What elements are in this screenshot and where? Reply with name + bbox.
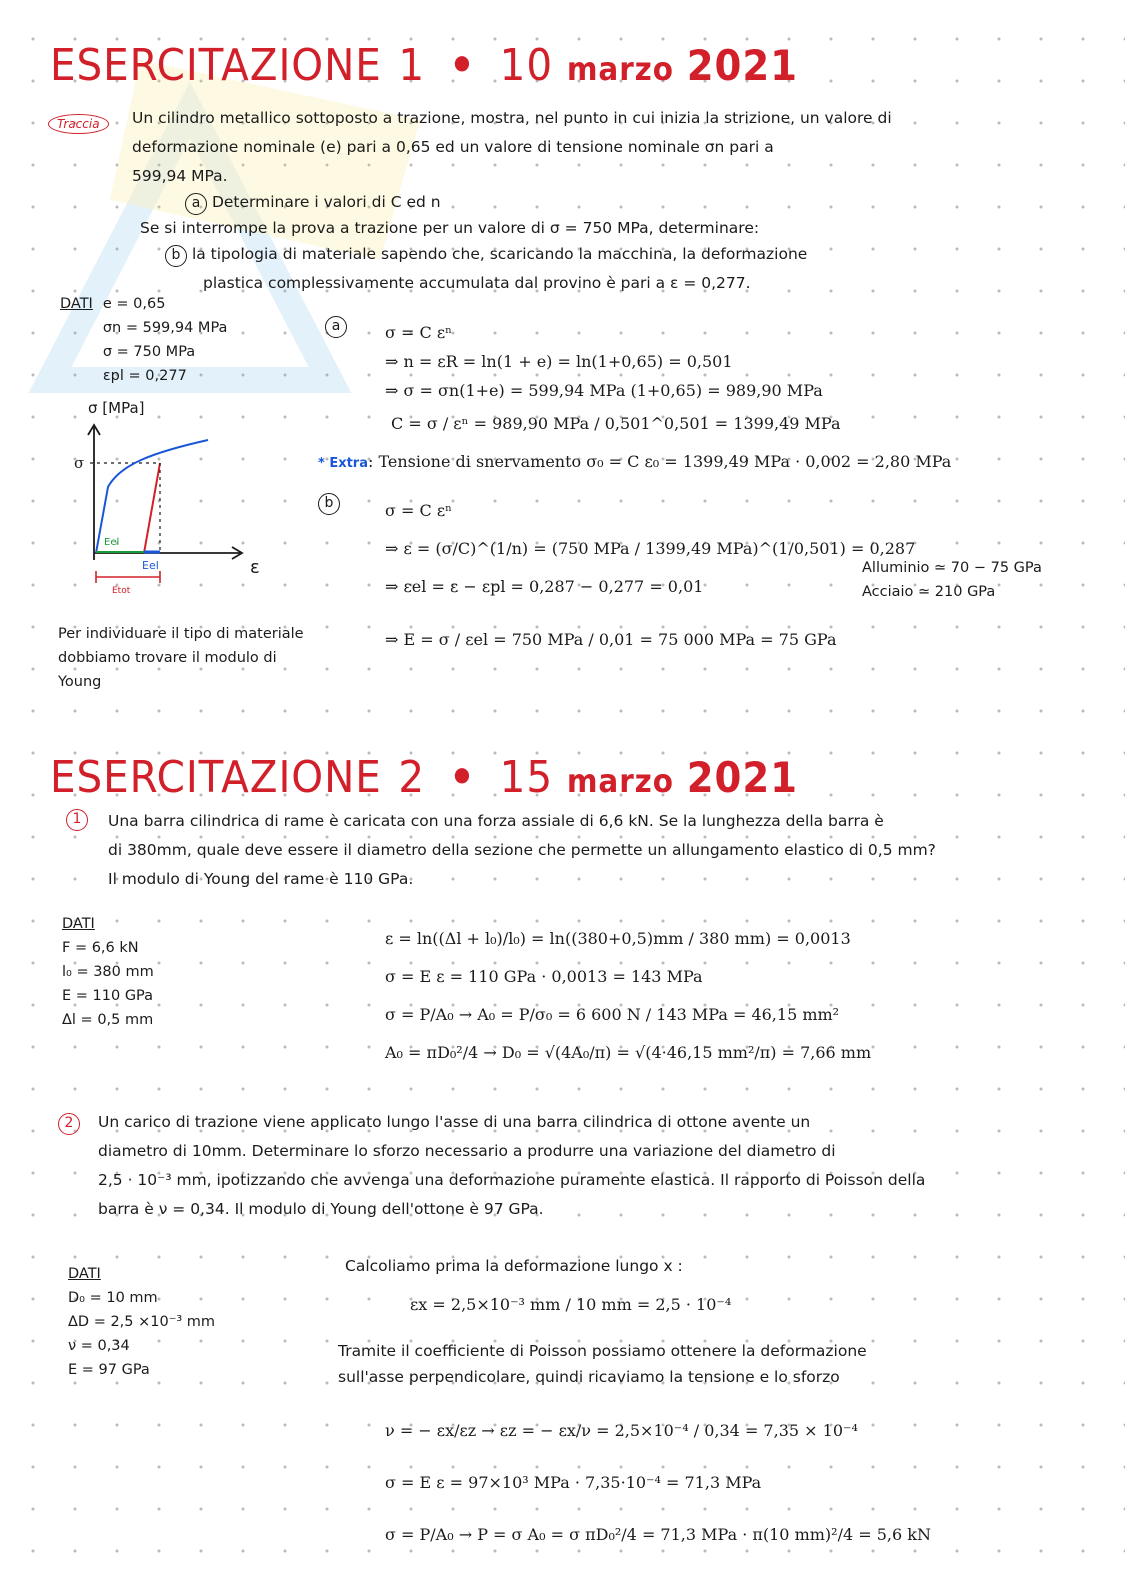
equation: ν = − εx/εz → εz = − εx/ν = 2,5×10⁻⁴ / 0,34 = 7,35 × 10⁻⁴ (385, 1421, 858, 1440)
question-a-text: Determinare i valori di C ed n (211, 193, 441, 211)
title-month: marzo (566, 762, 674, 800)
dati-item: σ = 750 MPa (102, 344, 196, 360)
text-line: diametro di 10mm. Determinare lo sforzo necessario a produrre una variazione del diametro di (98, 1142, 836, 1160)
text-line: Tramite il coefficiente di Poisson possiamo ottenere la deformazione (338, 1342, 867, 1360)
text-line: Un cilindro metallico sottoposto a trazione, mostra, nel punto in cui inizia la strizione, un valore di (132, 109, 892, 127)
question-b-marker: b (165, 245, 187, 267)
solution-a-marker-wrap (325, 315, 347, 338)
young-modulus-equation: ⇒ E = σ / εel = 750 MPa / 0,01 = 75 000 MPa = 75 GPa (385, 630, 837, 649)
material-steel: Acciaio ≃ 210 GPa (862, 584, 996, 600)
problem-2-intro: Calcoliamo prima la deformazione lungo x : (345, 1257, 683, 1275)
dati-item: ν = 0,34 (68, 1338, 130, 1354)
equation: ⇒ n = εR = ln(1 + e) = ln(1+0,65) = 0,501 (385, 352, 733, 371)
young-note (58, 622, 368, 694)
question-b (165, 240, 1085, 298)
problem-1-solution (385, 920, 871, 1072)
question-stop-text: Se si interrompe la prova a trazione per un valore di σ = 750 MPa, determinare: (140, 219, 760, 237)
dati-item: Δl = 0,5 mm (62, 1012, 154, 1028)
material-aluminium: Alluminio ≃ 70 − 75 GPa (862, 560, 1042, 576)
text-line: barra è ν = 0,34. Il modulo di Young dell'ottone è 97 GPa. (98, 1200, 544, 1218)
problem-2-marker: 2 (58, 1113, 80, 1135)
title-year: 2021 (686, 753, 798, 802)
question-a-marker: a (185, 193, 207, 215)
graph-eps-el-left: Eel (104, 537, 120, 548)
exercise-2-title (50, 752, 798, 803)
equation: σ = E ε = 110 GPa · 0,0013 = 143 MPa (385, 967, 703, 986)
dati-label: DATI (68, 1266, 101, 1282)
question-b-line: plastica complessivamente accumulata dal provino è pari a ε = 0,277. (203, 274, 751, 292)
equation: σ = P/A₀ → P = σ A₀ = σ πD₀²/4 = 71,3 MPa · π(10 mm)²/4 = 5,6 kN (385, 1525, 931, 1544)
dati-label: DATI (60, 296, 93, 312)
problem-1-text (108, 807, 1098, 894)
title-word: ESERCITAZIONE (50, 40, 382, 91)
graph-y-label: σ [MPa] (88, 399, 145, 417)
equation: σ = E ε = 97×10³ MPa · 7,35·10⁻⁴ = 71,3 MPa (385, 1473, 762, 1492)
dati-item: E = 110 GPa (62, 988, 154, 1004)
traccia-tag (48, 113, 109, 132)
traccia-label: Traccia (48, 114, 109, 134)
equation: ⇒ ε = (σ/C)^(1/n) = (750 MPa / 1399,49 MPa)^(1/0,501) = 0,287 (385, 539, 916, 558)
title-number: 2 (398, 752, 426, 803)
solution-a (385, 318, 841, 438)
equation: ⇒ εel = ε − εpl = 0,287 − 0,277 = 0,01 (385, 577, 704, 596)
text-line: di 380mm, quale deve essere il diametro della sezione che permette un allungamento elastico di 0,5 mm? (108, 841, 936, 859)
title-day: 10 (499, 40, 554, 91)
dati-block-3 (68, 1262, 215, 1382)
equation: C = σ / εⁿ = 989,90 MPa / 0,501^0,501 = 1399,49 MPa (391, 414, 841, 433)
problem-1-marker: 1 (66, 809, 88, 831)
exercise-1-title (50, 40, 798, 91)
problem-1-marker-wrap (66, 808, 88, 831)
extra-equation: : Tensione di snervamento σ₀ = C ε₀ = 1399,49 MPa · 0,002 = 2,80 MPa (368, 452, 952, 471)
title-word: ESERCITAZIONE (50, 752, 382, 803)
question-a (185, 188, 441, 217)
text-line: deformazione nominale (e) pari a 0,65 ed un valore di tensione nominale σn pari a (132, 138, 774, 156)
equation: ε = ln((Δl + l₀)/l₀) = ln((380+0,5)mm / 380 mm) = 0,0013 (385, 929, 851, 948)
title-separator: • (448, 40, 476, 91)
title-separator: • (448, 752, 476, 803)
dati-item: E = 97 GPa (68, 1362, 150, 1378)
text-line: Un carico di trazione viene applicato lungo l'asse di una barra cilindrica di ottone avente un (98, 1113, 811, 1131)
note-line: Per individuare il tipo di materiale (58, 626, 304, 642)
graph-sigma-mark: σ (74, 454, 85, 472)
text-line: 599,94 MPa. (132, 167, 228, 185)
title-month: marzo (566, 50, 674, 88)
solution-b-marker: b (318, 493, 340, 515)
equation: σ = P/A₀ → A₀ = P/σ₀ = 6 600 N / 143 MPa = 46,15 mm² (385, 1005, 840, 1024)
equation: A₀ = πD₀²/4 → D₀ = √(4A₀/π) = √(4·46,15 mm²/π) = 7,66 mm (385, 1043, 872, 1062)
dati-item: σn = 599,94 MPa (102, 320, 228, 336)
dati-item: e = 0,65 (102, 296, 166, 312)
title-day: 15 (499, 752, 554, 803)
equation: σ = C εⁿ (385, 501, 453, 520)
solution-b (385, 492, 915, 606)
solution-b-marker-wrap (318, 492, 340, 515)
text-line: sull'asse perpendicolare, quindi ricaviamo la tensione e lo sforzo (338, 1368, 840, 1386)
note-line: Young (58, 674, 102, 690)
strain-x-equation: εx = 2,5×10⁻³ mm / 10 mm = 2,5 · 10⁻⁴ (410, 1295, 732, 1314)
extra-line (318, 447, 951, 478)
dati-item: l₀ = 380 mm (62, 964, 154, 980)
stress-strain-graph (60, 395, 290, 605)
text-line: Una barra cilindrica di rame è caricata con una forza assiale di 6,6 kN. Se la lunghezza della barra è (108, 812, 884, 830)
dati-block-1 (60, 292, 227, 388)
poisson-explanation (338, 1338, 1078, 1390)
dati-item: εpl = 0,277 (102, 368, 187, 384)
title-year: 2021 (686, 41, 798, 90)
solution-a-marker: a (325, 316, 347, 338)
graph-eps-el: Eel (142, 559, 159, 572)
materials-reference (862, 556, 1042, 604)
problem-2-marker-wrap (58, 1112, 80, 1135)
dati-item: ΔD = 2,5 ×10⁻³ mm (68, 1314, 216, 1330)
graph-eps-tot: Etot (112, 586, 131, 596)
dati-label: DATI (62, 916, 95, 932)
title-number: 1 (398, 40, 426, 91)
problem-2-solution (385, 1405, 931, 1561)
note-line: dobbiamo trovare il modulo di (58, 650, 277, 666)
dati-item: F = 6,6 kN (62, 940, 139, 956)
dati-block-2 (62, 912, 154, 1032)
text-line: Il modulo di Young del rame è 110 GPa. (108, 870, 414, 888)
dati-item: D₀ = 10 mm (68, 1290, 158, 1306)
extra-label: * Extra (318, 456, 368, 471)
unloading-line (144, 463, 160, 553)
question-b-line: la tipologia di materiale sapendo che, scaricando la macchina, la deformazione (191, 245, 808, 263)
exercise-1-text (132, 104, 1092, 191)
problem-2-text (98, 1108, 1098, 1224)
text-line: 2,5 · 10⁻³ mm, ipotizzando che avvenga una deformazione puramente elastica. Il rapporto di Poisson della (98, 1171, 926, 1189)
equation: ⇒ σ = σn(1+e) = 599,94 MPa (1+0,65) = 989,90 MPa (385, 381, 823, 400)
graph-x-label: ε (250, 557, 260, 578)
equation: σ = C εⁿ (385, 323, 453, 342)
